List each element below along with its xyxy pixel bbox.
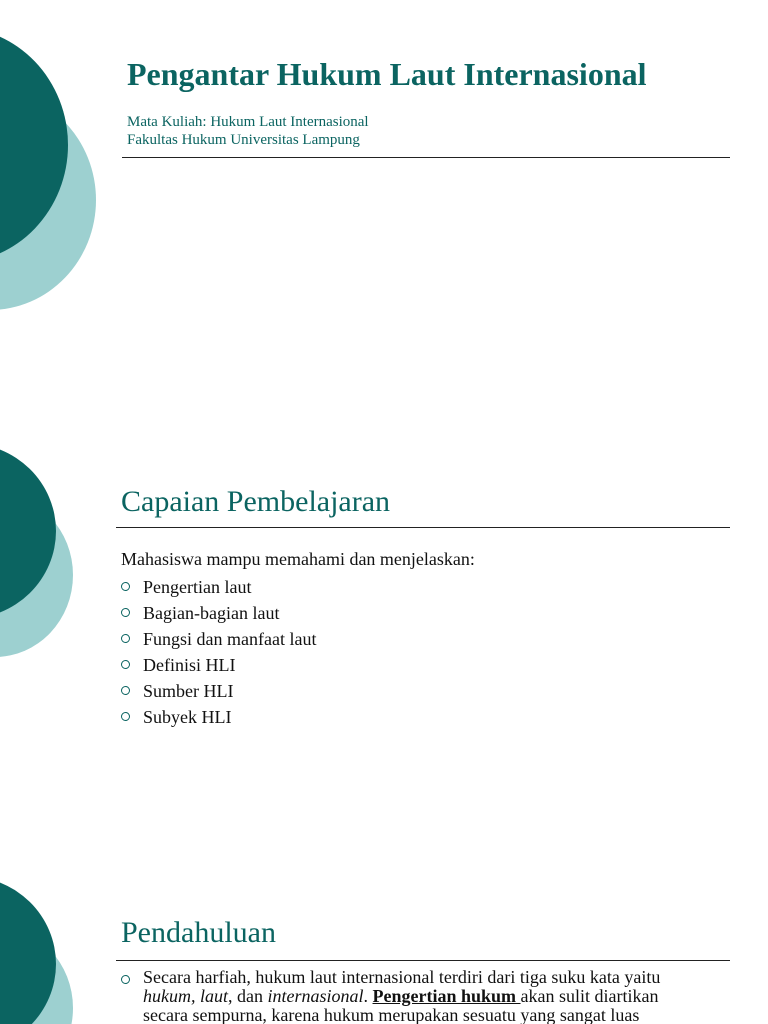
paragraph-line xyxy=(121,968,721,987)
intro-paragraph xyxy=(121,968,721,1024)
slide-title xyxy=(0,0,768,330)
list-item-label: Sumber HLI xyxy=(143,681,234,701)
slide-introduction xyxy=(0,868,768,1024)
paragraph-text: secara sempurna, karena hukum merupakan sesuatu yang sangat luas xyxy=(143,1005,640,1024)
faculty-name: Fakultas Hukum Universitas Lampung xyxy=(127,132,360,148)
paragraph-text: . xyxy=(363,986,373,1006)
paragraph-line xyxy=(121,987,721,1006)
italic-term: internasional xyxy=(267,986,364,1006)
list-item-label: Pengertian laut xyxy=(143,577,252,597)
title-divider xyxy=(122,157,730,158)
list-item-label: Definisi HLI xyxy=(143,655,236,675)
page-title: Pengantar Hukum Laut Internasional xyxy=(127,56,647,92)
paragraph-text: , dan xyxy=(228,986,268,1006)
list-item xyxy=(121,601,316,627)
list-item xyxy=(121,575,316,601)
circle-bullet-icon xyxy=(121,686,130,695)
circle-bullet-icon xyxy=(121,660,130,669)
intro-text: Mahasiswa mampu memahami dan menjelaskan: xyxy=(121,549,475,569)
circle-bullet-icon xyxy=(121,712,130,721)
circle-bullet-icon xyxy=(121,975,130,984)
heading-divider xyxy=(116,960,730,961)
circle-bullet-icon xyxy=(121,582,130,591)
paragraph-line xyxy=(121,1006,721,1024)
slide-decoration xyxy=(0,0,120,330)
slide-decoration xyxy=(0,435,120,765)
list-item-label: Bagian-bagian laut xyxy=(143,603,280,623)
slide-heading: Capaian Pembelajaran xyxy=(121,485,391,518)
list-item xyxy=(121,679,316,705)
course-name: Mata Kuliah: Hukum Laut Internasional xyxy=(127,114,369,130)
list-item xyxy=(121,653,316,679)
list-item-label: Subyek HLI xyxy=(143,707,232,727)
circle-bullet-icon xyxy=(121,608,130,617)
list-item-label: Fungsi dan manfaat laut xyxy=(143,629,317,649)
outcomes-list xyxy=(121,575,316,731)
paragraph-text: Secara harfiah, hukum laut internasional terdiri dari tiga suku kata yaitu xyxy=(143,967,661,987)
underlined-term: Pengertian hukum xyxy=(372,986,521,1006)
paragraph-text: akan sulit diartikan xyxy=(520,986,659,1006)
slide-decoration xyxy=(0,868,120,1024)
list-item xyxy=(121,705,316,731)
list-item xyxy=(121,627,316,653)
circle-bullet-icon xyxy=(121,634,130,643)
slide-learning-outcomes xyxy=(0,435,768,765)
italic-term: hukum, laut xyxy=(143,986,228,1006)
slide-heading: Pendahuluan xyxy=(121,916,276,949)
heading-divider xyxy=(116,527,730,528)
